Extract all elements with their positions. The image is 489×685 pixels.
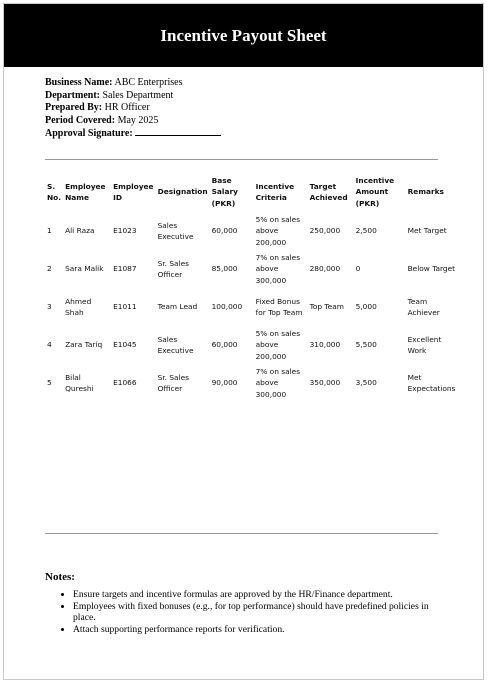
cell-line: Work <box>407 346 427 355</box>
table-body <box>45 212 472 402</box>
table-cell <box>111 250 156 288</box>
column-header <box>63 172 111 212</box>
column-header-line: Achieved <box>309 193 348 202</box>
cell-line: Met <box>407 372 422 382</box>
approval-line <box>45 127 221 141</box>
notes-title: Notes: <box>45 571 75 583</box>
table-cell <box>45 250 63 288</box>
table-cell <box>308 212 354 250</box>
cell-line: 200,000 <box>255 351 287 361</box>
cell-line: 350,000 <box>309 378 341 388</box>
table-cell <box>210 288 254 326</box>
department-value: Sales Department <box>102 89 174 101</box>
cell-line: 250,000 <box>309 226 341 236</box>
document-page <box>3 3 484 680</box>
cell-line: Excellent <box>407 334 442 344</box>
table-cell <box>406 250 472 288</box>
cell-line: Sales <box>157 220 178 230</box>
column-header-line: Name <box>65 193 89 202</box>
cell-line: 2 <box>47 264 52 274</box>
table-cell <box>63 212 111 250</box>
table-cell <box>63 326 111 364</box>
table-cell <box>45 212 63 250</box>
table-cell <box>156 212 210 250</box>
table-cell <box>308 288 354 326</box>
column-header <box>308 172 354 212</box>
table-cell <box>156 326 210 364</box>
cell-line: Below Target <box>407 264 456 274</box>
table-cell <box>354 212 406 250</box>
column-header-line: Employee <box>113 181 154 191</box>
column-header-line: Target <box>309 181 337 191</box>
cell-line: Officer <box>157 270 183 279</box>
cell-line: 3 <box>47 302 52 312</box>
cell-line: Met Target <box>407 226 447 236</box>
table-cell <box>354 364 406 402</box>
column-header-line: (PKR) <box>211 198 236 208</box>
business-name-line <box>45 77 221 90</box>
table-cell <box>254 250 308 288</box>
prepared-by-value: HR Officer <box>104 102 150 114</box>
cell-line: above <box>255 378 279 388</box>
table-cell <box>63 250 111 288</box>
table-row <box>45 288 472 326</box>
table-cell <box>111 364 156 402</box>
cell-line: 5,000 <box>355 302 377 312</box>
table-cell <box>406 326 472 364</box>
cell-line: 7% on sales <box>255 366 301 376</box>
cell-line: 280,000 <box>309 264 341 274</box>
bottom-divider <box>45 533 438 534</box>
cell-line: 310,000 <box>309 340 341 350</box>
column-header-line: Salary <box>211 187 238 197</box>
cell-line: Team Lead <box>157 302 198 312</box>
cell-line: Achiever <box>407 308 440 317</box>
table-cell <box>156 250 210 288</box>
column-header-line: Incentive <box>355 175 395 185</box>
cell-line: E1066 <box>113 378 137 388</box>
cell-line: 4 <box>47 340 52 350</box>
table-cell <box>63 364 111 402</box>
cell-line: Team <box>407 296 428 306</box>
prepared-by-line <box>45 102 221 115</box>
cell-line: 1 <box>47 226 52 236</box>
cell-line: Sales <box>157 334 178 344</box>
period-value: May 2025 <box>117 114 159 126</box>
business-name-label: Business Name: <box>45 77 113 88</box>
cell-line: Shah <box>65 308 84 317</box>
cell-line: 3,500 <box>355 378 377 388</box>
table-cell <box>308 250 354 288</box>
signature-field[interactable] <box>135 127 221 136</box>
cell-line: 5 <box>47 378 52 388</box>
period-line <box>45 115 221 128</box>
cell-line: 0 <box>355 264 361 274</box>
column-header-line: (PKR) <box>355 198 380 208</box>
cell-line: for Top Team <box>255 308 303 317</box>
column-header-line: Base <box>211 175 232 185</box>
cell-line: 90,000 <box>211 378 238 388</box>
cell-line: Officer <box>157 384 183 393</box>
cell-line: above <box>255 340 279 350</box>
department-label: Department: <box>45 89 100 101</box>
table-cell <box>45 288 63 326</box>
cell-line: 60,000 <box>211 340 238 350</box>
cell-line: Fixed Bonus <box>255 296 300 306</box>
column-header-line: S. <box>47 181 56 191</box>
cell-line: 85,000 <box>211 264 238 274</box>
table-cell <box>210 364 254 402</box>
table-cell <box>156 364 210 402</box>
cell-line: Expectations <box>407 384 456 393</box>
cell-line: above <box>255 264 279 274</box>
department-line <box>45 90 221 103</box>
prepared-by-label: Prepared By: <box>45 102 103 114</box>
cell-line: Top Team <box>309 302 344 312</box>
cell-line: Sara Malik <box>65 264 104 274</box>
incentive-table <box>45 172 472 402</box>
column-header-line: Employee <box>65 181 106 191</box>
approval-signature-label: Approval Signature: <box>45 128 133 140</box>
column-header-line: No. <box>47 193 62 202</box>
table-row <box>45 364 472 402</box>
cell-line: E1045 <box>113 340 137 350</box>
note-item: • Attach supporting performance reports for verification. <box>73 624 437 635</box>
column-header-line: Incentive <box>255 181 295 191</box>
table-cell <box>254 288 308 326</box>
cell-line: 200,000 <box>255 237 287 247</box>
cell-line: 300,000 <box>255 389 287 399</box>
column-header-line: Designation <box>157 187 208 197</box>
cell-line: 5,500 <box>355 340 377 350</box>
table-cell <box>111 212 156 250</box>
cell-line: above <box>255 226 279 236</box>
cell-line: 5% on sales <box>255 328 301 338</box>
column-header-line: ID <box>113 193 122 202</box>
cell-line: Qureshi <box>65 384 94 393</box>
top-divider <box>45 159 438 160</box>
cell-line: Bilal <box>65 372 81 382</box>
column-header-line: Remarks <box>407 187 444 197</box>
cell-line: E1023 <box>113 226 137 236</box>
notes-list <box>45 589 437 636</box>
column-header <box>354 172 406 212</box>
column-header <box>406 172 472 212</box>
note-item: • Ensure targets and incentive formulas are approved by the HR/Finance department. <box>73 589 437 600</box>
table-cell <box>308 326 354 364</box>
table-row <box>45 212 472 250</box>
column-header <box>210 172 254 212</box>
table-cell <box>63 288 111 326</box>
cell-line: 300,000 <box>255 275 287 285</box>
column-header <box>45 172 63 212</box>
table-cell <box>45 364 63 402</box>
column-header <box>111 172 156 212</box>
table-cell <box>210 326 254 364</box>
table-cell <box>354 250 406 288</box>
cell-line: 5% on sales <box>255 214 301 224</box>
cell-line: 100,000 <box>211 302 243 312</box>
column-header-line: Criteria <box>255 193 287 202</box>
table-cell <box>254 212 308 250</box>
cell-line: Sr. Sales <box>157 258 189 268</box>
table-cell <box>406 288 472 326</box>
note-item: • Employees with fixed bonuses (e.g., for top performance) should have predefined policies in place. <box>73 601 437 623</box>
table-cell <box>308 364 354 402</box>
table-cell <box>111 326 156 364</box>
cell-line: 60,000 <box>211 226 238 236</box>
table-cell <box>156 288 210 326</box>
table-header-row <box>45 172 472 212</box>
column-header-line: Amount <box>355 187 389 197</box>
cell-line: Executive <box>157 232 194 241</box>
cell-line: E1011 <box>113 302 137 312</box>
table-cell <box>354 288 406 326</box>
table-row <box>45 326 472 364</box>
table-cell <box>210 212 254 250</box>
cell-line: Sr. Sales <box>157 372 189 382</box>
table-cell <box>254 364 308 402</box>
table-cell <box>354 326 406 364</box>
cell-line: E1087 <box>113 264 137 274</box>
cell-line: Ali Raza <box>65 226 95 236</box>
table-cell <box>406 364 472 402</box>
page-title: Incentive Payout Sheet <box>4 4 483 67</box>
table-cell <box>254 326 308 364</box>
cell-line: 2,500 <box>355 226 377 236</box>
business-name-value: ABC Enterprises <box>114 77 183 88</box>
business-info <box>45 77 221 141</box>
cell-line: Ahmed <box>65 296 92 306</box>
cell-line: 7% on sales <box>255 252 301 262</box>
table-row <box>45 250 472 288</box>
table-cell <box>111 288 156 326</box>
table-cell <box>210 250 254 288</box>
table-cell <box>45 326 63 364</box>
cell-line: Zara Tariq <box>65 340 103 350</box>
column-header <box>156 172 210 212</box>
column-header <box>254 172 308 212</box>
table-cell <box>406 212 472 250</box>
cell-line: Executive <box>157 346 194 355</box>
period-label: Period Covered: <box>45 114 116 126</box>
